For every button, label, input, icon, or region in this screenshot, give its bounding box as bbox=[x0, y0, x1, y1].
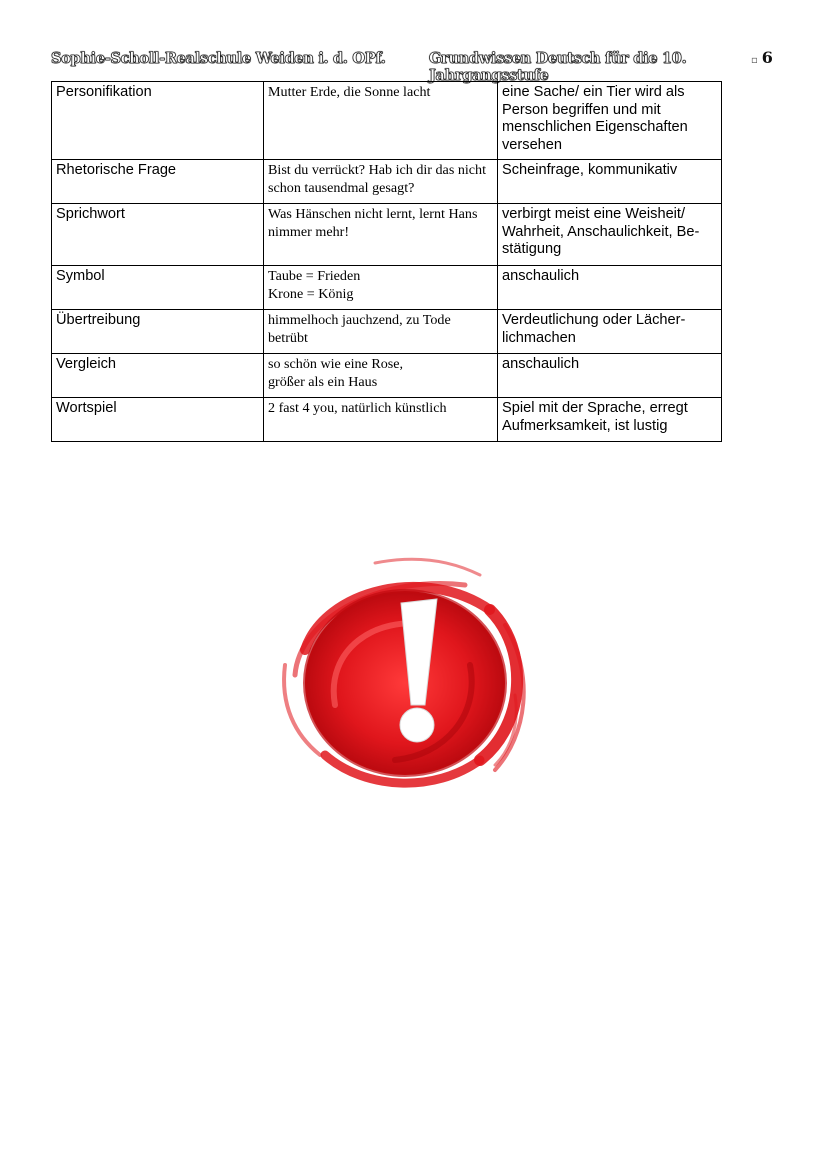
effect-cell: Spiel mit der Sprache, erregt Aufmerksamkeit, ist lustig bbox=[498, 398, 722, 442]
page-header bbox=[51, 48, 773, 84]
table-row bbox=[52, 82, 722, 160]
table-row bbox=[52, 354, 722, 398]
effect-cell: eine Sache/ ein Tier wird als Person begriffen und mit menschlichen Eigenschaften versehen bbox=[498, 82, 722, 160]
term-cell: Übertreibung bbox=[52, 310, 264, 354]
example-cell: Bist du verrückt? Hab ich dir das nicht schon tausendmal gesagt? bbox=[264, 160, 498, 204]
term-cell: Sprichwort bbox=[52, 204, 264, 266]
example-cell: so schön wie eine Rose, größer als ein Haus bbox=[264, 354, 498, 398]
table-row bbox=[52, 266, 722, 310]
document-title: Grundwissen Deutsch für die 10. Jahrgangsstufe bbox=[429, 50, 687, 84]
page-number-value: 6 bbox=[761, 48, 773, 67]
term-cell: Symbol bbox=[52, 266, 264, 310]
page-number bbox=[751, 48, 773, 67]
table-row bbox=[52, 398, 722, 442]
term-cell: Rhetorische Frage bbox=[52, 160, 264, 204]
example-cell: Mutter Erde, die Sonne lacht bbox=[264, 82, 498, 160]
school-name: Sophie-Scholl-Realschule Weiden i. d. OPf. bbox=[51, 50, 386, 67]
stylistic-devices-table bbox=[51, 81, 722, 442]
example-cell: Was Hänschen nicht lernt, lernt Hans nimmer mehr! bbox=[264, 204, 498, 266]
effect-cell: Scheinfrage, kommunikativ bbox=[498, 160, 722, 204]
effect-cell: Verdeutlichung oder Lächer-lichmachen bbox=[498, 310, 722, 354]
table-row bbox=[52, 160, 722, 204]
effect-cell: verbirgt meist eine Weisheit/ Wahrheit, Anschaulichkeit, Be-stätigung bbox=[498, 204, 722, 266]
exclamation-swirl-icon bbox=[265, 555, 540, 795]
term-cell: Wortspiel bbox=[52, 398, 264, 442]
bullet-icon: ▫ bbox=[751, 55, 758, 66]
term-cell: Vergleich bbox=[52, 354, 264, 398]
example-cell: Taube = Frieden Krone = König bbox=[264, 266, 498, 310]
table-row bbox=[52, 204, 722, 266]
example-cell: himmelhoch jauchzend, zu Tode betrübt bbox=[264, 310, 498, 354]
term-cell: Personifikation bbox=[52, 82, 264, 160]
effect-cell: anschaulich bbox=[498, 354, 722, 398]
table-row bbox=[52, 310, 722, 354]
effect-cell: anschaulich bbox=[498, 266, 722, 310]
example-cell: 2 fast 4 you, natürlich künstlich bbox=[264, 398, 498, 442]
